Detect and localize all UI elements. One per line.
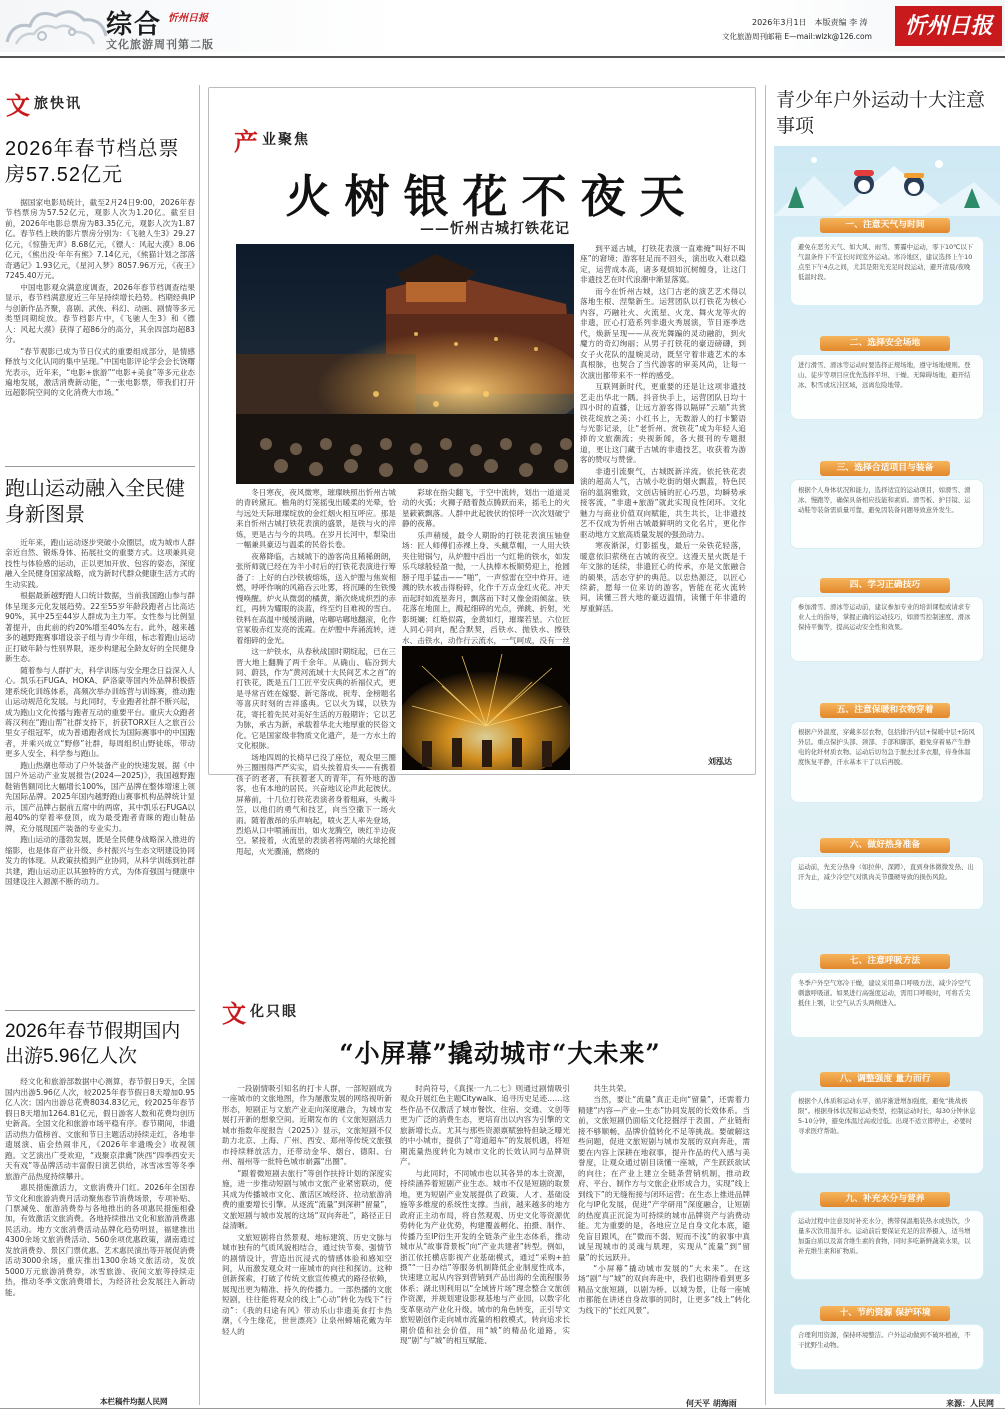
tip-heading: 五、注意保暖和衣物穿着	[820, 703, 950, 718]
article-col-c	[578, 1084, 750, 1317]
paragraph: 跑山热潮也带动了户外装备产业的快速发展。据《中国户外运动产业发展报告(2024—2025)》，我国越野跑鞋销售额同比大幅增长100%，国产品牌在整体增速上领先国际品牌。2025年国内越野跑山赛事机构品牌统计显示，国产品牌占据前五席中的两席，其中凯乐石FUGA以超40%的穿着率登顶，成为最受跑者青睐的跑山鞋品牌，充分展现国产装备的专业实力。	[5, 760, 195, 833]
paragraph: 据国家电影局统计，截至2月24日9:00，2026年春节档票房为57.52亿元，观影人次为1.20亿。截至目前，2026年电影总票房为83.35亿元，观影人次为1.87亿。春节档上映的影片票房分别为：《飞驰人生3》29.27亿元，《惊蛰无声》8.68亿元，《镖人：风起大漠》8.06亿元，《熊出没·年年有熊》7.14亿元，《熊猫计划之部落奇遇记》1.93亿元，《星河入梦》8057.96万元，《夜王》7245.40万元。	[5, 198, 195, 281]
article-title: “小屏幕”撬动城市“大未来”	[339, 1039, 661, 1068]
feature-col-c	[580, 244, 746, 615]
section-label: 化只眼	[250, 1004, 298, 1020]
section-mark: 文	[6, 91, 30, 120]
header-rule	[0, 56, 1005, 58]
tip-text: 参加滑雪、滑冰等运动前，建议参加专业的培训课程或请求专业人士的指导，掌握正确的运动技巧，如滑雪控制速度、滑冰保持平衡等，提高运动安全性和效果。	[798, 603, 971, 631]
paragraph: 而今在忻州古城，这门古老的演艺艺术得以落地生根、涅槃新生。运营团队以打铁花为核心内容，巧融社火、火流星、火龙、舞火龙等火的非遗，匠心打造系列非遗火秀展演，节目逐季迭代，焕新呈现——从夜光舞蹁的灵动融韵，到火魔方的奇幻绚丽；从男子打铁花的豪迈磅礴，到女子火花队的温婉灵动，既坚守着非遗艺术的本真根脉，也契合了当代游客的审美风尚，让每一次演出都带来不一样的感受。	[580, 286, 746, 380]
paragraph: “小屏幕”撬动城市发展的“大未来”。在这场“剧”与“城”的双向奔赴中，我们也期待看到更多精品文旅短剧，以剧为桥、以城为景，让每一座城市都能在讲述自身故事的同时，让更多“线上”转化为线下的“长红风景”。	[578, 1263, 750, 1315]
divider	[5, 1010, 195, 1011]
tip-heading: 二、选择安全场地	[820, 336, 950, 351]
article-body	[5, 1077, 195, 1298]
section-header-culture	[222, 996, 342, 1028]
paragraph: 寒夜渐深，灯影摇曳，最后一朵铁花轻落，暖意依旧萦绕在古城的夜空。这漫天星火既是千年文脉的延续，非遗匠心的传承，亦是文旅融合的硕果，活态守护的典范。以忠热源泛，以匠心续薪，愿每一位来访的游客，皆能在花火流转间，读懂三晋大地的豪迈温情，读懂千年非遗的厚重鲜活。	[580, 541, 746, 613]
tip-heading: 四、学习正确技巧	[820, 578, 950, 593]
tip-heading: 三、选择合适项目与装备	[820, 461, 950, 476]
tip-text: 冬季户外空气寒冷干燥，建议采用鼻口呼吸方法，减少冷空气刺激呼吸道。如果进行高强度运动，需用口呼吸时，可将舌尖抵住上颚，让空气从舌头两侧进入。	[798, 979, 971, 1007]
paragraph: 非遗引流聚气，古城既新洋流。依托铁花表演的超高人气，古城小吃街的烟火飘蓝，特色民宿的温润雅致，文创店铺的匠心巧思，均瞬势承接客流，“非遗+旅游”就此实现良性闭环。文化魅力与商业价值双向赋能，共生共长，让非遗技艺不仅成为忻州古城最鲜明的文化名片，更化作驱动地方文旅高质量发展的强劲动力。	[580, 466, 746, 539]
paragraph: 当然，要让“流量”真正走向“留量”，还需着力精建“内容—产业—生态”协同发展的长效体系。当前，文旅短剧仍面临文化挖掘浮于表面、产业链衔接不够顺畅、品牌价值转化不足等挑战。要破解这些问题，促进文旅短剧与城市发展的双向奔赴，需要在内容上深耕在地叙事，提升作品的代入感与美誉度，让观众通过剧目读懂一座城，产生跃跃欲试的向往；在产业上建立全链条营销机制，推动政府、平台、制作方与文旅企业形成合力，实现“线上到线下”的无缝衔接与闭环运营；在生态上推进品牌化与IP化发展，促进“产学研用”深度融合，让短剧的热度真正沉淀为可持续的城市品牌资产与消费动能。尤为重要的是，各地应立足自身文化本底，避免盲目跟风，在“微而不弱、短而不浅”的叙事中真诚呈现城市的灵魂与肌理，实现从“流量”到“留量”的长远跃升。	[578, 1095, 750, 1262]
infographic-source: 来源：人民网	[946, 1399, 994, 1408]
paragraph: 经文化和旅游部数据中心测算，春节假日9天，全国国内出游5.96亿人次，较2025年春节假日8天增加0.95亿人次；国内出游总花费8034.83亿元，较2025年春节假日8天增加1264.81亿元，假日游客人数和花费均创历史新高。全国文化和旅游市场平稳有序。春节期间，非遗活动热力值榜首、文旅和节日主题活动持续走红，各地非遗展演、庙会热闹非凡，《2026年非遗晚会》收视领跑。文艺演出广受欢迎，“戏聚京津冀”陕西“四季西安天天有戏”等品牌活动丰富假日演艺供给，冰雪冰雪等冬季旅游产品热度持续攀升。	[5, 1077, 195, 1181]
divider	[5, 466, 195, 467]
paragraph: 中国电影观众满意度调查，2026年春节档调查结果显示，春节档满意度近三年呈持续增长趋势。档期经典IP与创新作品齐聚，喜剧、武侠、科幻、动画、剧情等多元类型同期绽放。春节档影片中，《飞驰人生3》和《镖人：风起大漠》获得了超86分的高分，其余四部均超83分。	[5, 282, 195, 345]
tip-card	[790, 972, 984, 1038]
tips-list	[774, 146, 1000, 1394]
paragraph: “春节观影已成为节日仪式的重要组成部分，是情感释放与文化认同的集中呈现。”中国电影评论学会会长饶曙光表示，近年来，“电影+旅游”“电影+美食”等多元业态遍地发展，激活消费新动能，“一张电影票，带我们打开远超影院空间的文化消费大市场。”	[5, 346, 195, 398]
tip-heading: 十、节约资源 保护环境	[820, 1306, 950, 1321]
tip-card	[790, 354, 984, 420]
section-label: 业聚焦	[262, 132, 310, 148]
paragraph: 随着参与人群扩大，科学训练与安全理念日益深入人心。凯乐石FUGA、HOKA、萨洛蒙等国内外品牌积极搭建系统化训练体系，高频次举办训练营与训练赛，推动跑山运动规范化发展。与此同时，专业跑者社群不断兴起，成为跑山文化传播与跑者互动的重要平台。重庆大众跑者蒋汉利在“跑山帮”社群支持下，折获TORX巨人之旅百公里女子组冠军，成为普通跑者成长为国际赛事中的中国跑者，并乘兴成立“野修”社群，每周组织山野徒练，带动更多人安全、科学参与跑山。	[5, 665, 195, 759]
tip-text: 运动前，先充分热身（如拉伸、深蹲），直到身体微微发热、出汗为止，减少冷空气对肌肉关节僵硬导致的损伤风险。	[798, 863, 974, 881]
paragraph: 共生共荣。	[593, 1084, 632, 1093]
tip-card	[790, 236, 984, 306]
article-boxoffice	[5, 136, 195, 400]
section-mark: 文	[222, 999, 246, 1028]
paragraph: 这一炉铁水，从春秋战国时期绽起，已在三晋大地上翻腾了两千余年。从确山、临汾到大同、蔚县，作为“黄河流域十大民间艺术之首”的打铁花，既是五门工匠平安庆典的祈福仪式，更是寻常百姓在嫁娶、新宅落成、祝寿、金榜题名等喜庆时刻的吉祥盛典。它以火为媒，以铁为花，寄托着先民对美好生活的万般期许；它以艺为脉，承古为新，承载着华北大地厚重的民俗文化。它是国家级非物质文化遗产，是一方水土的文化根脉。	[236, 647, 396, 751]
infographic-title: 青少年户外运动十大注意事项	[776, 90, 986, 137]
article-travel-stats	[5, 1020, 195, 1299]
tip-card	[790, 479, 984, 549]
tip-text: 避免在恶劣天气、如大风、雨雪、雾霾中运动，零下10℃以下气温条件下不宜长时间室外运动。寒冷地区，建议选择上午10点至下午4点之间，尤其是阳光充足时段运动，避开清晨/夜晚低温时段。	[798, 243, 974, 281]
feature-subtitle: ——忻州古城打铁花记	[420, 221, 570, 237]
weekly-subtitle: 文化旅游周刊第二版	[106, 38, 214, 51]
newspaper-logo: 忻州日报	[895, 6, 1002, 46]
article-title: 跑山运动融入全民健身新图景	[5, 478, 185, 526]
article-col-a	[222, 1084, 392, 1338]
feature-col-a	[236, 488, 396, 858]
paragraph: “跟着微短剧去旅行”等创作扶持计划的深度实施，进一步推动短剧与城市文旅产业紧密联动，使其成为传播城市文化、激活区域经济、拉动旅游消费的重要增长引擎。从逐流“流量”到深耕“留量”，文旅短剧与城市发展的这场“双向奔赴”，路径正日益清晰。	[222, 1168, 392, 1231]
paper-name-small: 忻州日报	[168, 13, 208, 24]
paragraph: 根据最新越野跑人口统计数据，当前我国跑山参与群体呈现多元化发展趋势。22至55岁年龄段跑者占比高达90%，其中25至44岁人群成为主力军。女性参与比例显著提升，由此前的约20%增至40%左右。此外，越来越多的越野跑赛事增设亲子组与青少年组，标志着跑山运动正打破年龄与性别界限，逐步构建起全龄友好的全民健身新生态。	[5, 591, 195, 664]
article-col-b	[400, 1084, 570, 1348]
tip-text: 根据户外温度，穿戴多层衣物，包括排汗内层+保暖中层+防风外层。重点保护头部、颈部、手部和脚部，避免穿着易产生静电的化纤材质衣物。运动后切勿急于脱去过多衣服，待身体温度恢复平静，汗水基本干了以后再脱。	[798, 728, 975, 766]
paragraph: 到平遥古城，打铁花表演一直难掩“叫好不叫座”的窘境；游客驻足而不回头，演出收入难以稳定，运营成本高，诸多观烦如沉树缠身，让这门非遗技艺在时代浪潮中渐显落寞。	[580, 244, 746, 285]
tip-heading: 九、补充水分与营养	[820, 1192, 950, 1207]
paragraph: 冬日寒夜，夜风微寒，璀璨映照出忻州古城的青砖黛瓦。檐角的灯笼摇曳出暖柔的光晕，恰与远处天际璀璨绽放的金红烟火相互呼应。那是来自忻州古城打铁花表演的盛景，是铁与火的淬炼，更是古与今的共鸣。在岁月长河中，犁染出一幅兼具豪迈与温柔的民俗长卷。	[236, 488, 396, 550]
tip-card	[790, 856, 984, 910]
tip-card	[790, 721, 984, 803]
footer-rule	[0, 1408, 1005, 1409]
article-body	[5, 198, 195, 399]
article-body	[5, 538, 195, 887]
paragraph: 近年来，跑山运动逐步突破小众圈层，成为城市人群亲近自然、锻炼身体、拓展社交的重要方式。这项兼具竞技性与体验感的运动，正以更加开放、包容的姿态，深度融入全民健身国家战略，成为新时代群众健康生活方式的生动实践。	[5, 538, 195, 589]
tip-text: 根据个人体质和运动水平，循序渐进增加强度，避免“挑战极限”。根据身体状况和运动类型，控制运动时长，每30分钟休息5-10分钟，避免体温过高或过低。出现不适立即停止，必要时寻求医疗帮助。	[798, 1097, 976, 1135]
paragraph: 一段剧情吸引知名的打卡人群，一部短剧成为一座城市的文旅地图，作为屡激发展的网络视听新形态，短剧正与文旅产业走向深度融合，为城市发展打开新的想象空间。近期发布的《文旅短剧活力城市指数年度报告（2025）》显示，文旅短剧不仅助力北京、上海、广州、西安、郑州等传统文旅强市持续释放活力，还带动金华、烟台、德阳、台州、福州等一批特色城市崭露“出圈”。	[222, 1084, 392, 1167]
byline: 刘泓达	[708, 757, 732, 766]
cloud-ornament-icon	[2, 2, 112, 50]
paragraph: 互联网新时代，更重要的还是让这项非遗技艺走出华北一隅。抖音快手上，运营团队日均十四小时的直播，让远方游客得以隔屏“云端”共赏铁花绽放之美；小红书上，无数游人的打卡繁语与光影记录，让“老忻州、赏铁花”成为年轻人追捧的文旅潮流；央视新闻，各大报刊的专题报道，更让这门藏于古城的非遗技艺，收获着为游客的赞叹与赞誉。	[580, 382, 746, 465]
section-header-travel-news	[6, 88, 196, 120]
feature-title: 火树银花不夜天	[285, 170, 699, 223]
photo-ancient-city-night	[236, 244, 574, 484]
tip-card	[790, 1210, 984, 1280]
tip-card	[790, 1090, 984, 1174]
article-title: 2026年春节假期国内出游5.96亿人次	[5, 1021, 181, 1067]
photo-iron-fireworks	[402, 646, 570, 770]
section-title: 综合	[106, 10, 163, 40]
tip-card	[790, 1324, 984, 1370]
paragraph: 与此同时，不同城市也以其各异的本土资源，持续涵养着短剧产业生态。城市不仅是短剧的取景地，更为短剧产业发展提供了政策、人才、基础设施等多维度的系统性支撑。当前，越来越多的地方政府正主动布局，将自然观观、历史文化等资源优势转化为产业优势，构建覆盖孵化、拍摄、制作、传播乃至IP衍生开发的全链条产业生态体系，推动城市从“故事背景板”向“产业共建者”转型。例如，浙江依托横店影视产业基础模式，通过“采购+拍摄”“一日办结”等服务机制降低企业制度性成本，快速建立起从内容到营销到产品出海的全流程服务体系；湖北则利用以“全域皆片场”理念整合文旅创作资源，并规划建设影视基地与产业园，以数字化变革驱动产业化升级。城市的角色转变，正引导文旅短剧创作走向城市流量的相救模式，转向追求长期价值和社会价值，用“城”的精品化道路，实现“剧”与“城”的相互赋能、	[400, 1168, 570, 1346]
tip-text: 运动过程中注意及时补充水分，携带保温瓶装热水或热饮，少量多次饮用温开水。运动前后要保证充足的营养摄入，适当增加蛋白质以及富含维生素的食物，同时多吃新鲜蔬菜水果，以补充维生素和矿物质。	[798, 1217, 971, 1255]
tip-card	[790, 596, 984, 662]
tip-heading: 一、注意天气与时间	[820, 218, 950, 233]
byline: 何天平 胡海雨	[686, 1399, 737, 1408]
tip-text: 根据个人身体状况和能力，选择适宜的运动项目，如滑雪、滑冰、慢跑等，确保具备相应技能和素质。滑雪板、护目镜、运动鞋等装备需质量可靠，避免因装备问题导致意外发生。	[798, 486, 971, 514]
section-label: 旅快讯	[34, 96, 82, 112]
paragraph: 惠民措施激活力，文旅消费升门红。2026年全国春节文化和旅游消费月活动聚焦春节消费场景，专项补贴、门票减免、旅游消费券与各地推出的各项惠民措施相叠加，有效激活文旅消费。各地持续推出文化和旅游消费惠民活动。地方文旅消费活动品牌化趋势明显，福建推出4300余场文旅消费活动、560余项优惠政策，湖南通过发放消费券、景区门票优惠、艺术惠民演出等开展促消费活动3000余场，重庆推出1300余场文旅活动，发放5000万元旅游消费券，冰雪旅游、夜间文旅等持续走热，推动冬季文旅消费增长，为经济社会发展注入新动能。	[5, 1183, 195, 1297]
date-editor-line: 2026年3月1日 本版责编 李 涛	[752, 18, 868, 27]
article-source: 本栏稿件均据人民网	[100, 1397, 168, 1406]
tip-heading: 六、做好热身准备	[820, 838, 950, 853]
right-divider	[765, 85, 766, 1405]
paragraph: 乐声稍缓，最令人期盼的打铁花表演压轴登场：匠人师傅们赤裸上身、头戴草帽，一人用大铁夹住钳锅勺，从炉膛中舀出一勺红艳的铁水，如发乐乓球般轻盈一抛，一人执棒木板顺势迎上，抢圆膀子甩手猛击——“啪”，一声惊雷在空中炸开。迸溅的铁水被击得粉碎，化作千万点金红火花。冲天而起时如流星奔月，飘落而下时又像金雨倾盆。铁花落在地面上，溅起细碎的光点，弹跳、折射，光影斑斓；红艳似霞，金黄如灯，璀璨若星。六位匠人同心同向，配合默契，舀铁水、抛铁水、擦铁水、击铁水，动作行云流水，一气呵成，没有一丝	[402, 530, 570, 645]
paragraph: 跑山运动的蓬勃发展，既是全民健身战略深入推进的缩影，也是体育产业升级、乡村振兴与生态文明建设协同发力的体现。从政策扶植到产业协同，从科学训练到社群共建，跑山运动正以其独特的方式，为体育强国与健康中国建设注入源源不断的动力。	[5, 835, 195, 886]
left-divider	[199, 85, 200, 1405]
article-trail-running	[5, 476, 195, 888]
paragraph: 夜幕降临，古城城下的游客尚且稀稀朗朗，张所师就已经在为半小时后的打铁花表演进行筹备了：上好的白沙铁被熔炼，送入炉膛与焦炭相燃，呼呼作响的风箱吞云吐雾，将沉睡的生铁慢慢唤醒。炉火从微弱的橘黄，渐次烧成炽烈的赤红，再转为耀眼的淡蓝，终至灼目难视的雪白。铁料在高温中缓缓消融，咕嘟咕嘟地翻滚，化作官冢般赤红发亮的流霞。在炉膛中奔涌流转，迸着细碎的金光。	[236, 551, 396, 645]
article-title: 2026年春节档总票房57.52亿元	[5, 138, 180, 186]
paragraph: 时尚符号，《真探·一九二七》则通过剧情吸引观众开展红色主题Citywalk、追寻历史足迹……这些作品不仅激活了城市餐饮、住宿、交通、文创等更为广泛的消费生态，更培育出以内容为引擎的文旅新增长点。尤其与那些资源禀赋独特但缺乏曝光的中小城市，提供了“弯道超车”的发展机遇，将短期流量热度转化为城市文化的长效认同与品牌资产。	[400, 1084, 570, 1167]
tip-text: 进行滑雪、滑冰等运动时要选择正规场地，遵守场地规则。登山、徒步等项目应优先选择平坦、干燥、无障碍场地，避开结冰、积雪或坑洼区域，远离危险地带。	[798, 361, 971, 389]
tip-heading: 七、注意呼吸方法	[820, 954, 950, 969]
masthead	[0, 0, 1005, 52]
paragraph: 彩球在指尖翻飞，于空中流转，划出一道道灵动的火弧；火狮子踏着鼓点腾跃而来，摇毛上的火星簌簌飘落。人群中此起彼伏的惊呼一次次划破宁静的夜幕。	[402, 488, 570, 529]
tip-text: 合理利用资源，保持环境整洁。户外运动做到不破坏植被，不干扰野生动物。	[798, 1331, 971, 1349]
mail-line: 文化旅游周刊邮箱 E—mail:wlzk@126.com	[722, 32, 872, 41]
paragraph: 文旅短剧将自然景观、地标建筑、历史文脉与城市独有的气质风貌相结合，通过快节奏、强情节的剧情设计，营造出沉浸式的情感体验和感知空间，从而激发观众对一座城市的向往和探访。这种创新探索，打破了传统文旅宣传模式的路径依赖，展现出更为精准、持久的传播力。一部热播的文旅短剧，往往能将观众的线上“心动”转化为线下“行动”：《我的归途有风》带动乐山非遗美食打卡热潮，《今生缘花，世世漂亮》让泉州蟳埔花戴为年轻人的	[222, 1232, 392, 1336]
paragraph: 场地四周的长椅早已没了座位，观众里三圈外三圈围得严严实实，肩头挨着肩头——有携着孩子的老者，有扶着老人的青年，有外地的游客，也有本地的居民。兴奋地议论声此起彼伏。屏幕前，十几位打铁花表演者身着粗麻，头戴斗笠，以他们的勇气和技艺，向当空撒下一场火雨。随着激昂的乐声响起，喷火艺人率先登场，烈焰从口中喷涌而出，如火龙腾空，映红半边夜空。紧接着，火流星的表演者将两端的火球抡圆甩起，火光骤涌，燃烧的	[236, 752, 396, 856]
section-mark: 产	[234, 127, 258, 156]
tip-heading: 八、调整强度 量力而行	[820, 1072, 950, 1087]
section-header-industry	[234, 124, 354, 156]
